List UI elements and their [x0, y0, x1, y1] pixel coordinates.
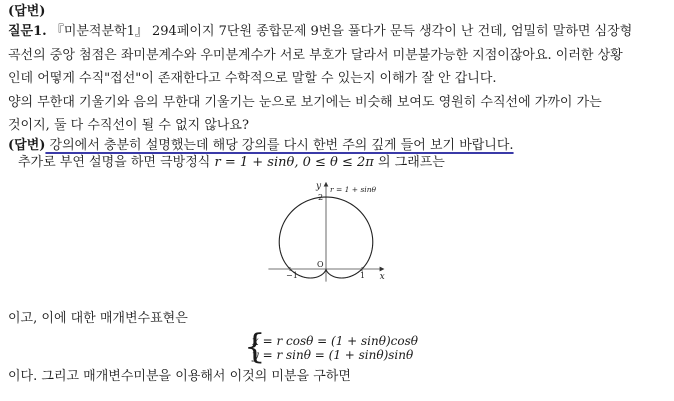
- x-tick-pos-label: 1: [360, 271, 366, 280]
- equation-x: x = r cosθ = (1 + sinθ)cosθ: [252, 334, 418, 348]
- question-line-5: 것이지, 둘 다 수직선이 될 수 없지 않나요?: [8, 118, 249, 133]
- polar-equation: r = 1 + sinθ, 0 ≤ θ ≤ 2π: [214, 155, 374, 170]
- question-line-3: 인데 어떻게 수직"접선"이 존재한다고 수학적으로 말할 수 있는지 이해가 잘 안 갑니다.: [8, 71, 497, 86]
- system-brace: {: [244, 327, 266, 367]
- answer-line-1: [8, 138, 514, 154]
- closing-line: 이다. 그리고 매개변수미분을 이용해서 이것의 미분을 구하면: [8, 369, 351, 384]
- origin-label: O: [317, 260, 324, 269]
- y-tick-label: 2: [318, 193, 324, 202]
- answer-suffix: 의 그래프는: [373, 155, 445, 170]
- question-text-1: 『미분적분학1』 294페이지 7단원 종합문제 9번을 풀다가 문득 생각이 난 건데, 엄밀히 말하면 심장형: [46, 24, 633, 39]
- question-line-2: 곡선의 중앙 첨점은 좌미분계수와 우미분계수가 서로 부호가 달라서 미분불가능한 지점이잖아요. 이러한 상황: [8, 48, 623, 63]
- header-label: (답변): [8, 4, 46, 19]
- question-label: 질문1.: [8, 24, 47, 39]
- answer-prefix: 추가로 부연 설명을 하면 극방정식: [18, 155, 215, 170]
- answer-line-2: [18, 155, 445, 171]
- y-axis-label: y: [316, 181, 322, 192]
- answer-label: (답변): [8, 138, 46, 153]
- x-axis-label: x: [379, 272, 385, 282]
- answer-underlined-text: 강의에서 충분히 설명했는데 해당 강의를 다시 한번 주의 깊게 들어 보기 바랍니다.: [45, 138, 514, 153]
- question-line-4: 양의 무한대 기울기와 음의 무한대 기울기는 눈으로 보기에는 비슷해 보여도 영원히 수직선에 가까이 가는: [8, 95, 602, 110]
- equation-y: y = r sinθ = (1 + sinθ)sinθ: [252, 348, 414, 362]
- question-line-1: [8, 24, 632, 40]
- param-intro: 이고, 이에 대한 매개변수표현은: [8, 311, 188, 326]
- x-tick-neg-label: −1: [286, 271, 298, 280]
- cardioid-graph: [262, 178, 392, 292]
- curve-label: r = 1 + sinθ: [330, 184, 377, 194]
